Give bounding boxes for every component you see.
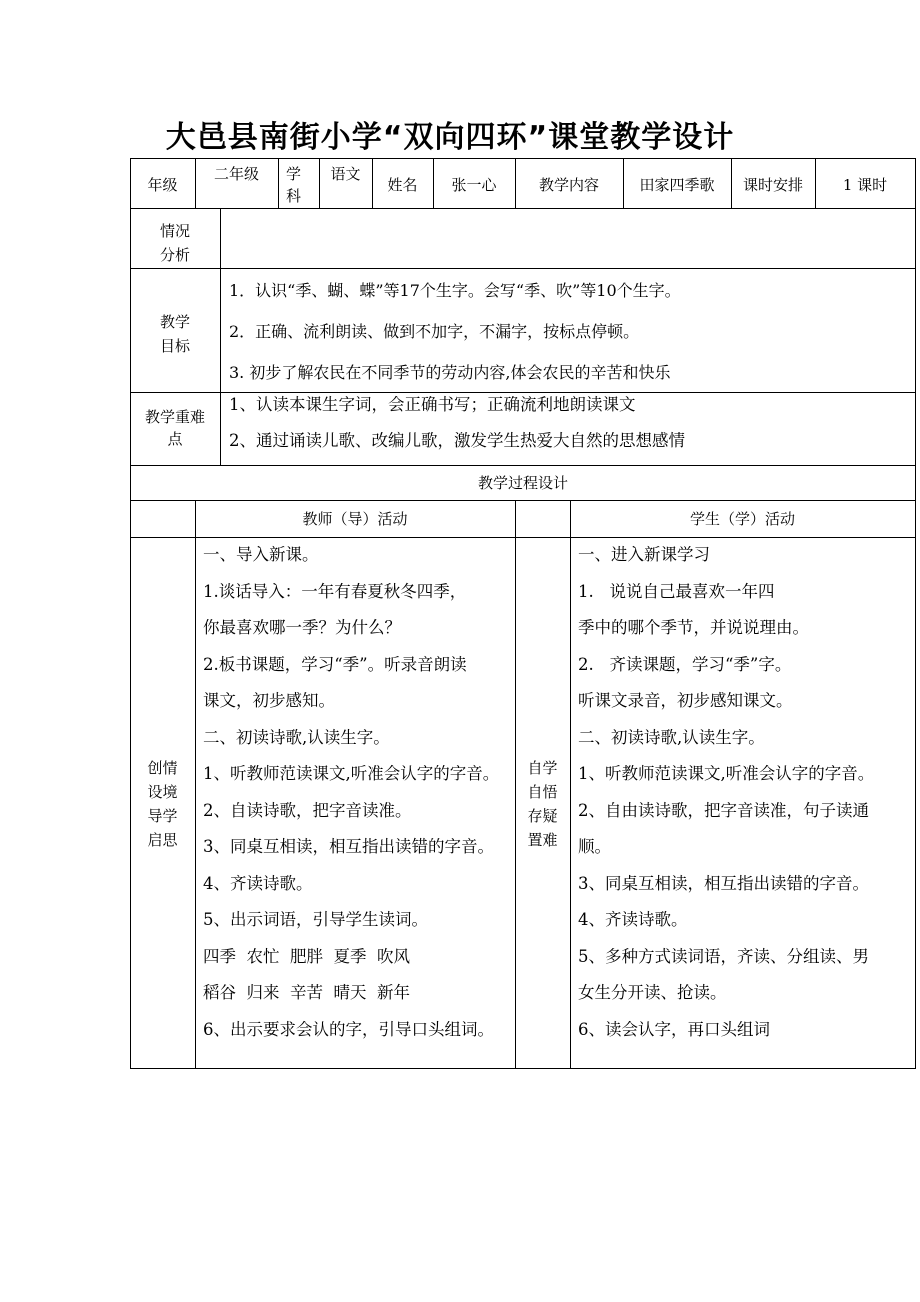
teacher-line: 你最喜欢哪一季？为什么？ [203, 618, 401, 637]
student-activities [578, 537, 874, 1048]
teacher-line: 1、听教师范读课文,听准会认字的字音。 [203, 764, 500, 783]
period-label: 课时安排 [742, 176, 803, 194]
teacher-line: 2、自读诗歌，把字音读准。 [203, 800, 412, 820]
teacher-line: 3、同桌互相读，相互指出读错的字音。 [203, 837, 494, 856]
teacher-line: 4、齐读诗歌。 [203, 873, 313, 893]
student-line: 6、读会认字，再口头组词 [578, 1019, 770, 1039]
difficulty-item: 1、认读本课生字词，会正确书写；正确流利地朗读课文 [229, 395, 636, 414]
stage-label: 创情 设境 导学 启思 [147, 759, 178, 849]
teacher-line: 四季 农忙 肥胖 夏季 吹风 [203, 946, 410, 966]
name-label: 姓名 [387, 176, 418, 194]
goal-item: 1．认识“季、蝴、蝶”等17个生字。会写“季、吹”等10个生字。 [229, 281, 681, 300]
student-line: 5、多种方式读词语，齐读、分组读、男 [578, 946, 869, 966]
teacher-activity-header: 教师（导）活动 [302, 510, 408, 528]
student-line: 顺。 [578, 837, 611, 856]
student-line: 2、自由读诗歌，把字音读准，句子读通 [578, 800, 869, 820]
content-value: 田家四季歌 [639, 176, 715, 194]
teacher-line: 稻谷 归来 辛苦 晴天 新年 [203, 983, 410, 1002]
teacher-line: 6、出示要求会认的字，引导口头组词。 [203, 1019, 494, 1039]
process-title: 教学过程设计 [477, 474, 568, 492]
student-line: 女生分开读、抢读。 [578, 983, 727, 1002]
student-line: 2. 齐读课题，学习“季”字。 [578, 654, 792, 674]
difficulties-label: 教学重难 点 [144, 408, 205, 448]
goal-item: 3. 初步了解农民在不同季节的劳动内容,体会农民的辛苦和快乐 [229, 363, 671, 382]
name-value: 张一心 [451, 176, 497, 194]
situation-label: 情况 分析 [159, 222, 190, 264]
student-line: 季中的哪个季节，并说说理由。 [578, 618, 809, 637]
teacher-activities [203, 537, 499, 1048]
teacher-line: 5、出示词语，引导学生读词。 [203, 910, 428, 929]
student-line: 听课文录音，初步感知课文。 [578, 691, 793, 710]
difficulties-list [229, 387, 685, 459]
grade-value: 二年级 [213, 165, 259, 183]
student-line: 3、同桌互相读，相互指出读错的字音。 [578, 873, 869, 893]
goal-item: 2．正确、流利朗读、做到不加字，不漏字，按标点停顿。 [229, 322, 640, 341]
teacher-line: 一、导入新课。 [203, 545, 319, 564]
student-line: 4、齐读诗歌。 [578, 910, 688, 929]
student-activity-header: 学生（学）活动 [689, 510, 795, 528]
subject-label: 学科 [286, 165, 302, 205]
teacher-line: 课文，初步感知。 [203, 691, 335, 710]
content-label: 教学内容 [538, 176, 599, 194]
subject-value: 语文 [330, 165, 361, 183]
student-line: 二、初读诗歌,认读生字。 [578, 727, 765, 747]
student-line: 1、听教师范读课文,听准会认字的字音。 [578, 764, 875, 783]
self-study-label: 自学 自悟 存疑 置难 [527, 759, 558, 849]
teacher-line: 2.板书课题，学习“季”。听录音朗读 [203, 654, 467, 674]
goals-label: 教学 目标 [159, 313, 190, 355]
goals-list [229, 270, 681, 393]
student-line: 一、进入新课学习 [578, 545, 710, 564]
student-line: 1. 说说自己最喜欢一年四 [578, 581, 775, 601]
grade-label: 年级 [147, 176, 178, 194]
document-title: 大邑县南街小学“双向四环”课堂教学设计 [165, 120, 735, 155]
teacher-line: 二、初读诗歌,认读生字。 [203, 727, 390, 747]
difficulty-item: 2、通过诵读儿歌、改编儿歌，激发学生热爱大自然的思想感情 [229, 431, 685, 450]
teacher-line: 1.谈话导入：一年有春夏秋冬四季， [203, 581, 467, 601]
period-value: 1 课时 [842, 176, 888, 194]
